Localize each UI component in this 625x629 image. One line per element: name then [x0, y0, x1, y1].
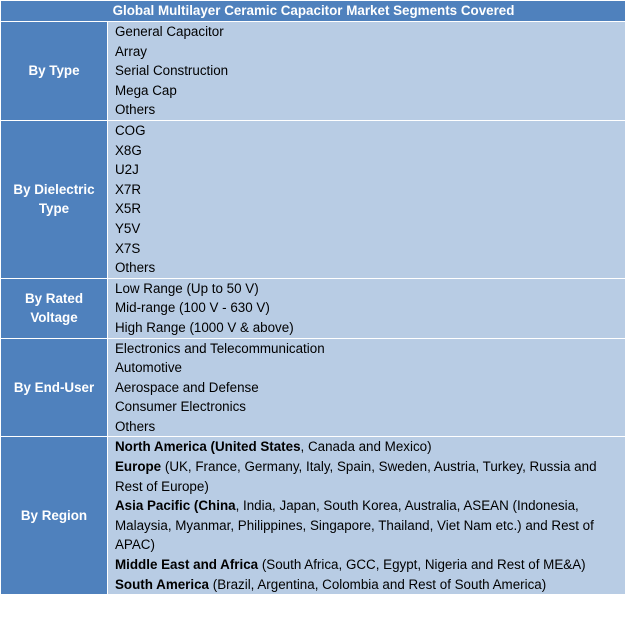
region-countries: , India, Japan, South Korea, Australia, ASEAN (Indonesia, Malaysia, Myanmar, Philippines, Singapore, Thailand, Viet Nam etc.) and Rest of APAC) — [115, 498, 594, 553]
segment-item: Mega Cap — [115, 82, 177, 98]
region-countries: , Canada and Mexico) — [300, 439, 432, 455]
segment-row-rated-voltage — [1, 278, 625, 338]
segment-item: Others — [115, 260, 156, 276]
segment-item: General Capacitor — [115, 24, 224, 39]
region-lead-country: United States — [214, 439, 301, 455]
segment-items — [108, 22, 625, 121]
segment-items — [108, 120, 625, 278]
segment-item: Automotive — [115, 360, 182, 376]
segment-item: Others — [115, 102, 156, 118]
region-item — [115, 437, 625, 457]
segment-label: By Rated Voltage — [1, 278, 108, 338]
segment-item: Consumer Electronics — [115, 399, 246, 415]
segment-item: Electronics and Telecommunication — [115, 340, 325, 356]
region-lead-country: China — [198, 498, 236, 514]
region-item — [115, 555, 625, 575]
segment-label: By Type — [1, 22, 108, 121]
region-name: North America — [115, 439, 207, 455]
region-name: Europe — [115, 459, 162, 475]
segment-item: X8G — [115, 142, 142, 158]
region-countries: (South Africa, GCC, Egypt, Nigeria and Rest of ME&A) — [258, 557, 586, 573]
segment-item: Others — [115, 418, 156, 434]
segment-label: By End-User — [1, 338, 108, 437]
title-row — [1, 1, 625, 22]
segment-item: Aerospace and Defense — [115, 379, 259, 395]
segment-item: U2J — [115, 162, 139, 178]
region-item — [115, 457, 625, 496]
segment-row-region — [1, 437, 625, 595]
region-items — [108, 437, 625, 595]
region-countries: (Brazil, Argentina, Colombia and Rest of South America) — [209, 576, 547, 592]
segment-label: By Dielectric Type — [1, 120, 108, 278]
segment-item: X7S — [115, 240, 141, 256]
region-paren: ( — [190, 498, 199, 514]
region-name: Middle East and Africa — [115, 557, 259, 573]
segment-item: Mid-range (100 V - 630 V) — [115, 300, 270, 316]
segment-item: X5R — [115, 201, 142, 217]
segment-item: Array — [115, 43, 147, 59]
segment-item: High Range (1000 V & above) — [115, 319, 294, 335]
segment-item: Low Range (Up to 50 V) — [115, 280, 259, 296]
segment-item: COG — [115, 122, 146, 138]
region-countries: (UK, France, Germany, Italy, Spain, Sweden, Austria, Turkey, Russia and Rest of Europe) — [115, 459, 597, 494]
segment-label: By Region — [1, 437, 108, 595]
segment-item: Serial Construction — [115, 63, 229, 79]
segment-items — [108, 338, 625, 437]
segment-row-dielectric-type — [1, 120, 625, 278]
region-name: South America — [115, 576, 210, 592]
segment-row-end-user — [1, 338, 625, 437]
region-paren: ( — [206, 439, 215, 455]
region-name: Asia Pacific — [115, 498, 191, 514]
region-item — [115, 575, 625, 595]
segment-item: Y5V — [115, 220, 141, 236]
segment-items — [108, 278, 625, 338]
segment-row-type — [1, 22, 625, 121]
segment-item: X7R — [115, 181, 142, 197]
segments-table-body — [1, 1, 625, 595]
table-title: Global Multilayer Ceramic Capacitor Market Segments Covered — [1, 1, 625, 22]
region-item — [115, 496, 625, 555]
